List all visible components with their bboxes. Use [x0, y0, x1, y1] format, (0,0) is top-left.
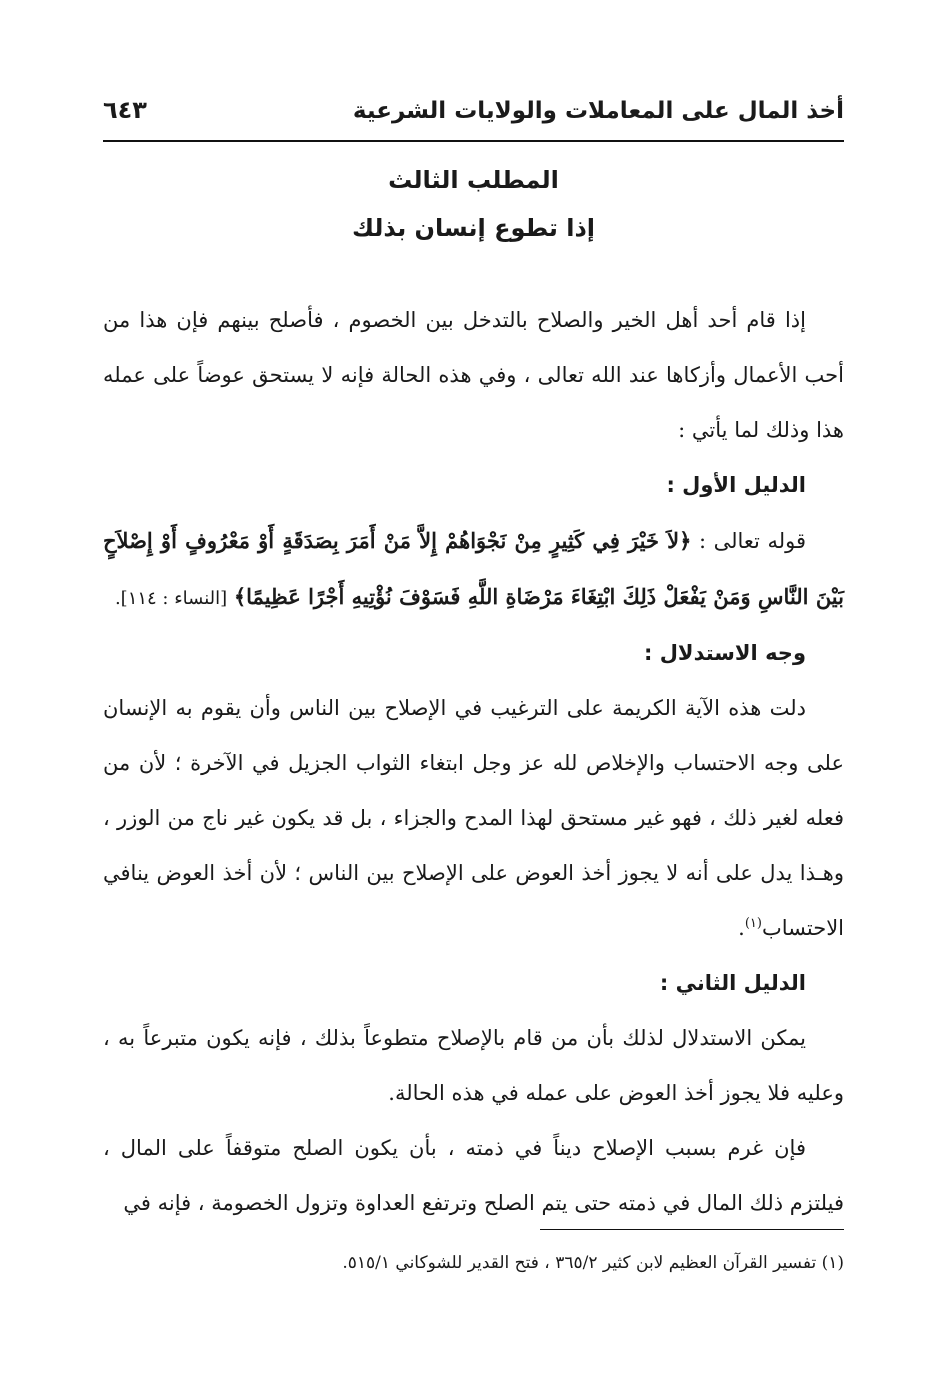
- running-title: أخذ المال على المعاملات والولايات الشرعية: [352, 98, 844, 124]
- quran-verse: ﴿لاَ خَيْرَ فِي كَثِيرٍ مِنْ نَجْوَاهُمْ إِلاَّ مَنْ أَمَرَ بِصَدَقَةٍ أَوْ مَعْرُوفٍ أَوْ إِصْلاَحٍ بَيْنَ النَّاسِ وَمَنْ يَفْعَلْ ذَلِكَ ابْتِغَاءَ مَرْضَاةِ اللَّهِ فَسَوْفَ نُؤْتِيهِ أَجْرًا عَظِيمًا﴾: [103, 528, 844, 609]
- evidence-2-heading: الدليل الثاني :: [659, 971, 806, 995]
- header-divider: [103, 140, 844, 142]
- inference-text: دلت هذه الآية الكريمة على الترغيب في الإصلاح بين الناس وأن يقوم به الإنسان على وجه الاحتساب والإخلاص لله عز وجل ابتغاء الثواب الجزيل في الآخرة ؛ لأن من فعله لغير ذلك ، فهو غير مستحق لهذا المدح والجزاء ، بل قد يكون غير ناج من الوزر ، وهـذا يدل على أنه لا يجوز أخذ العوض على الإصلاح بين الناس ؛ لأن أخذ العوض ينافي الاحتساب: [103, 696, 844, 940]
- debt-paragraph: فإن غرم بسبب الإصلاح ديناً في ذمته ، بأن يكون الصلح متوقفاً على المال ، فيلتزم ذلك المال في ذمته حتى يتم الصلح وترتفع العداوة وتزول الخصومة ، فإنه في: [103, 1136, 844, 1215]
- section-title: المطلب الثالث: [388, 166, 559, 194]
- footnote-marker: (١): [744, 916, 762, 931]
- intro-paragraph: إذا قام أحد أهل الخير والصلاح بالتدخل بين الخصوم ، فأصلح بينهم فإن هذا من أحب الأعمال وأزكاها عند الله تعالى ، وفي هذه الحالة فإنه لا يستحق عوضاً على عمله هذا وذلك لما يأتي :: [103, 308, 844, 442]
- body-text: [103, 293, 844, 1231]
- inference-heading: وجه الاستدلال :: [644, 641, 806, 665]
- verse-reference: [النساء : ١١٤].: [114, 588, 228, 609]
- footnote-divider: [540, 1229, 844, 1230]
- inference-paragraph: [103, 681, 844, 956]
- evidence-2-paragraph: يمكن الاستدلال لذلك بأن من قام بالإصلاح متطوعاً بذلك ، فإنه يكون متبرعاً به ، وعليه فلا يجوز أخذ العوض على عمله في هذه الحالة.: [103, 1026, 844, 1105]
- section-subtitle: إذا تطوع إنسان بذلك: [351, 214, 596, 242]
- evidence-1-heading: الدليل الأول :: [666, 473, 806, 497]
- page-number: ٦٤٣: [103, 96, 147, 124]
- verse-intro: قوله تعالى :: [699, 529, 806, 553]
- inference-end: .: [738, 916, 745, 940]
- verse-paragraph: [103, 513, 844, 626]
- footnote: (١) تفسير القرآن العظيم لابن كثير ٣٦٥/٢ ، فتح القدير للشوكاني ٥١٥/١.: [342, 1253, 844, 1273]
